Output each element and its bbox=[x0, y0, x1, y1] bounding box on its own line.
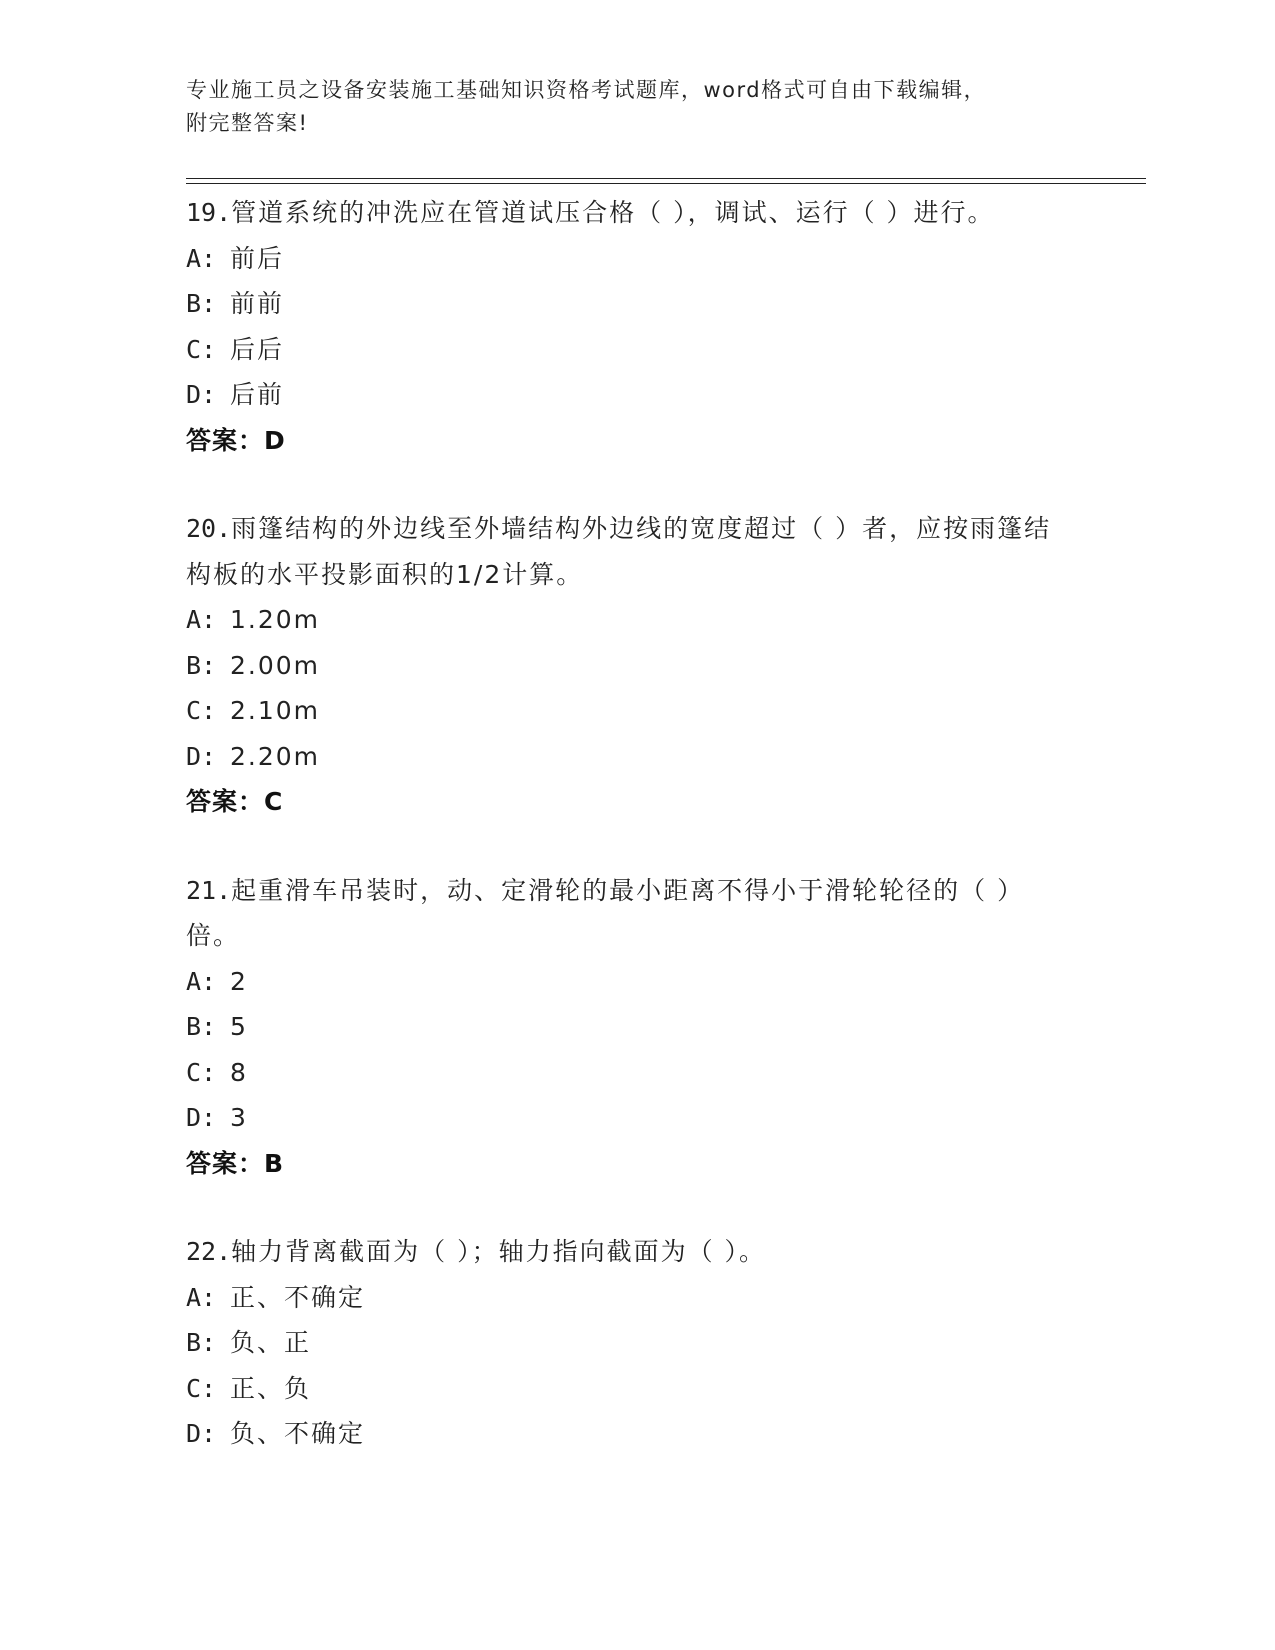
option-c bbox=[186, 1050, 1066, 1096]
option-c bbox=[186, 1366, 1066, 1412]
option-text: 前后 bbox=[230, 243, 285, 273]
header-divider-bottom bbox=[186, 183, 1146, 184]
option-letter: B: bbox=[186, 1012, 217, 1041]
question-text: 轴力背离截面为（ ）；轴力指向截面为（ ）。 bbox=[231, 1237, 767, 1266]
option-d bbox=[186, 372, 1066, 418]
option-text: 正、负 bbox=[230, 1373, 312, 1403]
option-text: 正、不确定 bbox=[230, 1282, 366, 1312]
option-d bbox=[186, 1411, 1066, 1457]
answer-line: 答案：B bbox=[186, 1148, 285, 1178]
option-b bbox=[186, 281, 1066, 327]
question-stem bbox=[186, 506, 1066, 597]
question-text: 雨篷结构的外边线至外墙结构外边线的宽度超过（ ）者，应按雨篷结构板的水平投影面积的1/2计算。 bbox=[186, 514, 1052, 589]
option-c bbox=[186, 688, 1066, 734]
document-header bbox=[186, 74, 1066, 140]
option-a bbox=[186, 236, 1066, 282]
option-a bbox=[186, 597, 1066, 643]
question-number: 19. bbox=[186, 198, 232, 227]
option-letter: D: bbox=[186, 1103, 217, 1132]
option-letter: A: bbox=[186, 605, 217, 634]
option-d bbox=[186, 1095, 1066, 1141]
option-text: 负、不确定 bbox=[230, 1419, 366, 1448]
question-stem bbox=[186, 1229, 1066, 1275]
question-20 bbox=[186, 506, 1066, 825]
option-text: 2.10m bbox=[230, 696, 321, 725]
header-line-1: 专业施工员之设备安装施工基础知识资格考试题库，word格式可自由下载编辑， bbox=[186, 78, 987, 102]
option-letter: C: bbox=[186, 334, 217, 364]
option-letter: B: bbox=[186, 650, 217, 680]
option-letter: A: bbox=[186, 966, 217, 996]
option-letter: A: bbox=[186, 1282, 217, 1312]
option-d bbox=[186, 734, 1066, 780]
option-text: 3 bbox=[230, 1103, 248, 1132]
header-divider-top bbox=[186, 178, 1146, 179]
option-letter: D: bbox=[186, 380, 217, 409]
option-b bbox=[186, 1320, 1066, 1366]
option-text: 负、正 bbox=[230, 1328, 312, 1357]
option-a bbox=[186, 1275, 1066, 1321]
option-text: 前前 bbox=[230, 289, 285, 318]
option-text: 8 bbox=[230, 1057, 248, 1087]
question-19 bbox=[186, 190, 1066, 463]
option-letter: D: bbox=[186, 1419, 217, 1448]
question-list bbox=[186, 190, 1066, 1500]
question-22 bbox=[186, 1229, 1066, 1457]
question-text: 管道系统的冲洗应在管道试压合格（ ），调试、运行（ ）进行。 bbox=[231, 198, 995, 227]
option-a bbox=[186, 959, 1066, 1005]
question-stem bbox=[186, 190, 1066, 236]
option-text: 2.20m bbox=[230, 741, 321, 771]
answer-line: 答案：C bbox=[186, 787, 284, 816]
question-stem bbox=[186, 868, 1066, 959]
option-text: 2 bbox=[230, 966, 248, 996]
option-text: 2.00m bbox=[230, 650, 321, 680]
option-letter: D: bbox=[186, 741, 217, 771]
option-letter: B: bbox=[186, 289, 217, 318]
answer-line: 答案：D bbox=[186, 425, 286, 455]
question-number: 20. bbox=[186, 514, 232, 543]
option-letter: C: bbox=[186, 1373, 217, 1403]
option-b bbox=[186, 643, 1066, 689]
question-number: 21. bbox=[186, 875, 232, 905]
option-letter: C: bbox=[186, 1057, 217, 1087]
option-c bbox=[186, 327, 1066, 373]
header-line-2: 附完整答案! bbox=[186, 111, 309, 135]
question-number: 22. bbox=[186, 1237, 232, 1266]
option-text: 后前 bbox=[230, 380, 285, 409]
option-text: 5 bbox=[230, 1012, 248, 1041]
question-21 bbox=[186, 868, 1066, 1187]
option-letter: A: bbox=[186, 243, 217, 273]
question-text: 起重滑车吊装时，动、定滑轮的最小距离不得小于滑轮轮径的（ ）倍。 bbox=[186, 875, 1025, 950]
option-text: 后后 bbox=[230, 334, 285, 364]
option-text: 1.20m bbox=[230, 605, 321, 634]
option-b bbox=[186, 1004, 1066, 1050]
option-letter: C: bbox=[186, 696, 217, 725]
option-letter: B: bbox=[186, 1328, 217, 1357]
